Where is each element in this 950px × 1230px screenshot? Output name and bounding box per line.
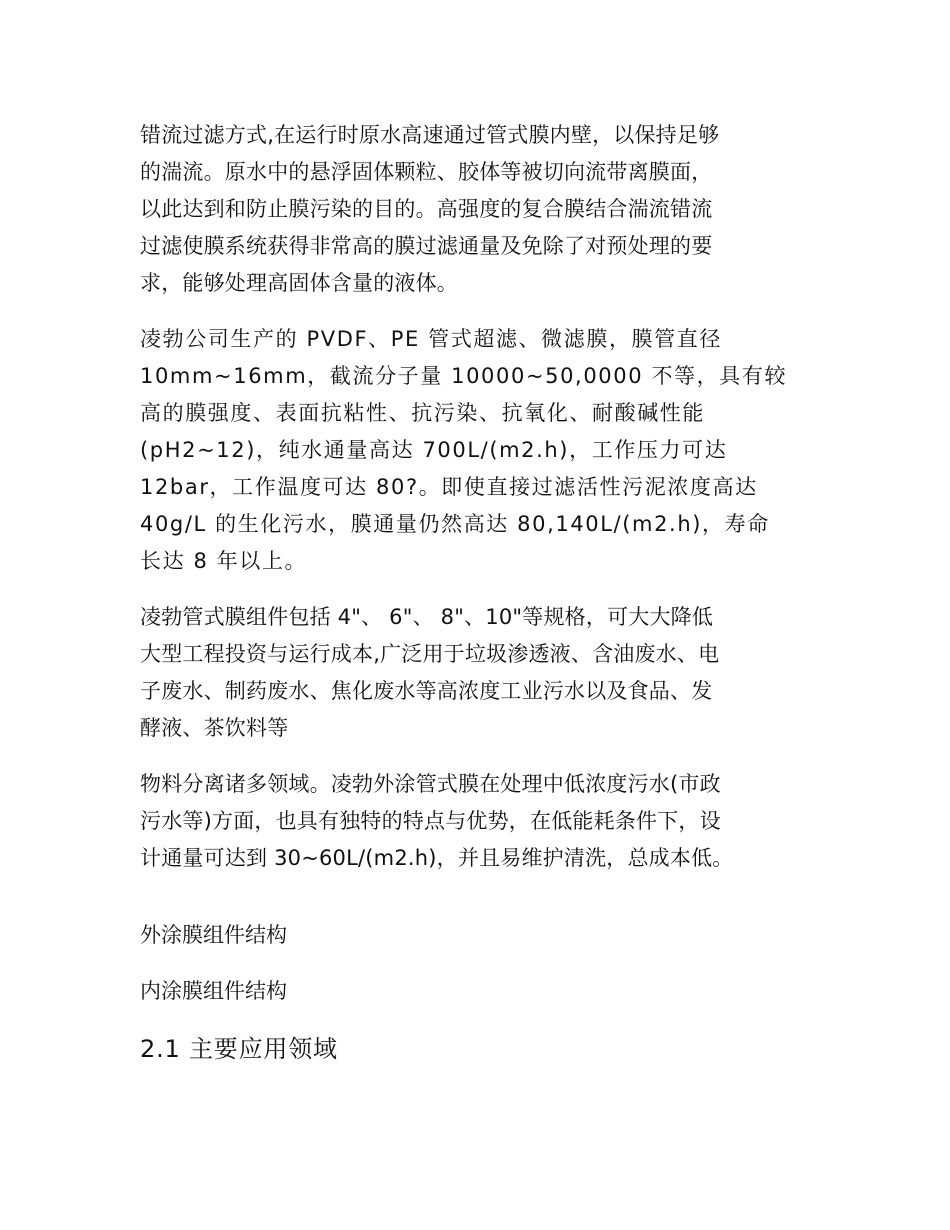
document-body (140, 117, 815, 1069)
heading-inner-coated-module: 内涂膜组件结构 (140, 979, 287, 1003)
text-line: 12bar，工作温度可达 80?。即使直接过滤活性污泥浓度高达 (140, 475, 758, 499)
text-line: 大型工程投资与运行成本,广泛用于垃圾渗透液、含油废水、电 (140, 642, 720, 666)
paragraph-module-sizes (140, 599, 815, 747)
text-line: 计通量可达到 30~60L/(m2.h)，并且易维护清洗，总成本低。 (140, 846, 734, 870)
spacer (140, 877, 815, 917)
text-line: 子废水、制药废水、焦化废水等高浓度工业污水以及食品、发 (140, 679, 713, 703)
text-line: 物料分离诸多领域。凌勃外涂管式膜在处理中低浓度污水(市政 (140, 772, 721, 796)
section-heading-applications: 2.1 主要应用领域 (140, 1035, 338, 1063)
text-line: 高的膜强度、表面抗粘性、抗污染、抗氧化、耐酸碱性能 (140, 401, 705, 425)
heading-outer-coated-module: 外涂膜组件结构 (140, 923, 287, 947)
text-line: 的湍流。原水中的悬浮固体颗粒、胶体等被切向流带离膜面， (140, 160, 713, 184)
text-line: 长达 8 年以上。 (140, 549, 308, 573)
text-line: 以此达到和防止膜污染的目的。高强度的复合膜结合湍流错流 (140, 197, 713, 221)
text-line: (pH2~12)，纯水通量高达 700L/(m2.h)，工作压力可达 (140, 438, 728, 462)
paragraph-membrane-specs (140, 321, 815, 580)
text-line: 40g/L 的生化污水，膜通量仍然高达 80,140L/(m2.h)，寿命 (140, 512, 770, 536)
text-line: 污水等)方面，也具有独特的特点与优势，在低能耗条件下，设 (140, 809, 721, 833)
text-line: 酵液、茶饮料等 (140, 716, 289, 740)
text-line: 过滤使膜系统获得非常高的膜过滤通量及免除了对预处理的要 (140, 234, 713, 258)
text-line: 10mm~16mm，截流分子量 10000~50,0000 不等，具有较 (140, 364, 788, 388)
paragraph-applications (140, 766, 815, 877)
paragraph-cross-flow (140, 117, 815, 302)
text-line: 求，能够处理高固体含量的液体。 (140, 271, 458, 295)
text-line: 凌勃管式膜组件包括 4"、 6"、 8"、10"等规格，可大大降低 (140, 605, 714, 629)
text-line: 错流过滤方式,在运行时原水高速通过管式膜内壁，以保持足够 (140, 123, 720, 147)
text-line: 凌勃公司生产的 PVDF、PE 管式超滤、微滤膜，膜管直径 (140, 327, 722, 351)
